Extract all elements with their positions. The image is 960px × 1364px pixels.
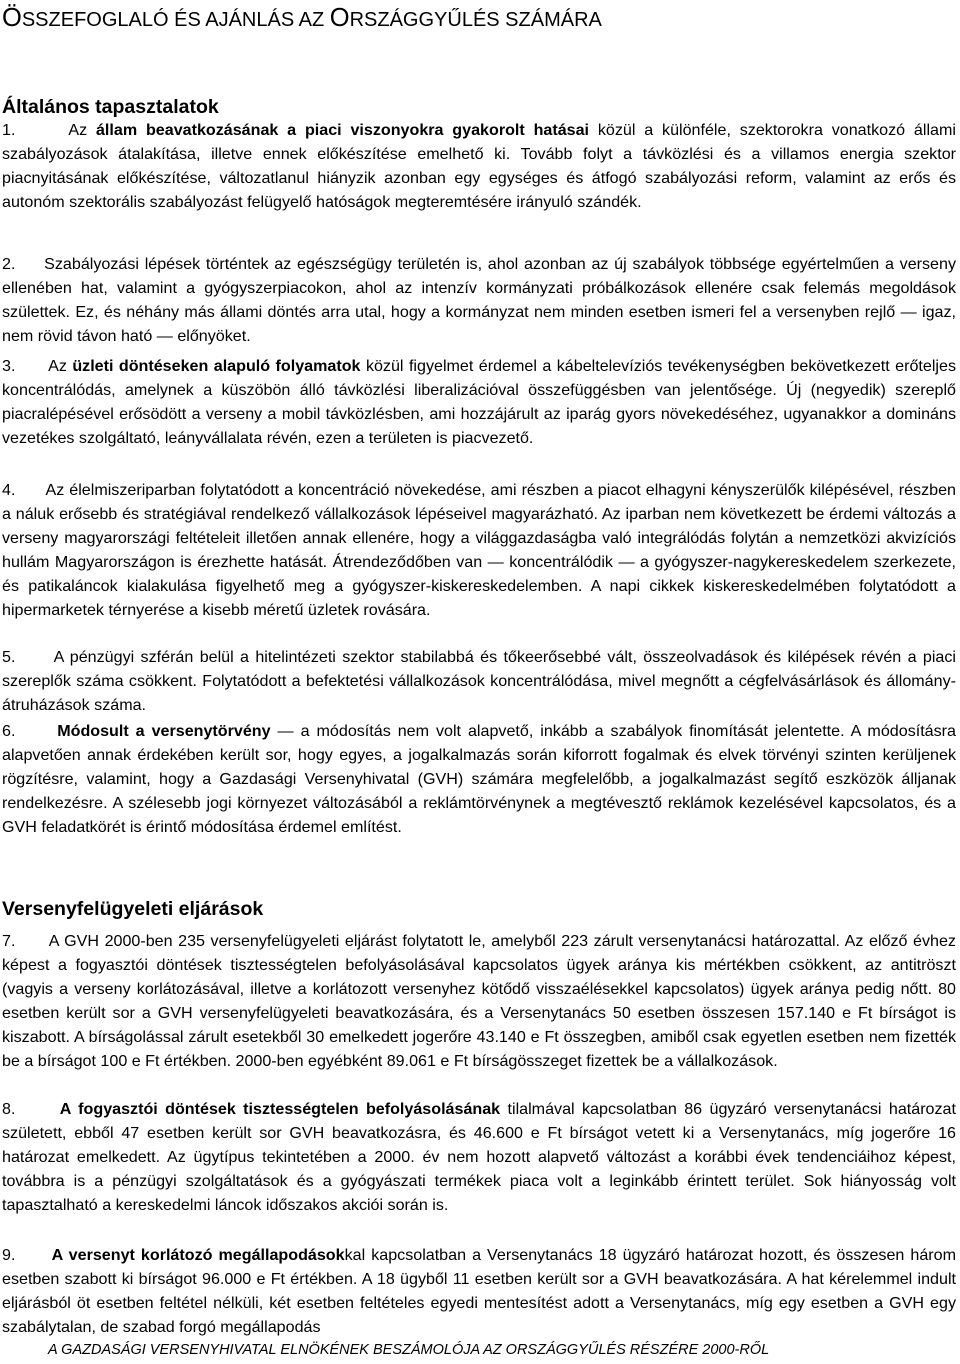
- paragraph-number: 2.: [2, 255, 16, 273]
- paragraph-bold-text: üzleti döntéseken alapuló folyamatok: [72, 357, 361, 375]
- paragraph-number: 7.: [2, 932, 16, 950]
- paragraph-text: — a módosítás nem volt alapvető, inkább a szabályok finomítását jelentette. A módosításra alapvetően annak érdekében került sor, hogy egyes, a jogalkalmazás során kiforrott fogalmak és elvek törvényi szinten kerüljenek rögzítésre, valamint, hogy a Gazdasági Versenyhivatal (GVH) számára megfelelőbb, a jogalkalmazást segítő eszközök álljanak rendelkezésre. A szélesebb jogi környezet változásából a reklámtörvénynek a megtévesztő reklámok kezelésével kapcsolatos, és a GVH feladatkörét is érintő módosítása érdemel említést.: [2, 722, 956, 836]
- paragraph-7: [2, 930, 956, 1073]
- paragraph-bold-text: A versenyt korlátozó megállapodások: [51, 1246, 345, 1264]
- paragraph-text: tilalmával kapcsolatban 86 ügyzáró versenytanácsi határozat született, ebből 47 esetben került sor GVH beavatkozásra, és 46.600 e Ft bírságot vetett ki a Versenytanács, míg jogerőre 16 határozat emelkedett. Az ügytípus tekintetében a 2000. év nem hozott alapvető változást a korábbi évek tendenciáihoz képest, továbbra is a pénzügyi szolgáltatások és a gyógyászati termékek piaca volt a leginkább érintett terület. Sok hiányosság volt tapasztalható a kereskedelmi láncok időszakos akciói során is.: [2, 1100, 956, 1214]
- paragraph-4: [2, 479, 956, 622]
- paragraph-bold-text: A fogyasztói döntések tisztességtelen befolyásolásának: [59, 1100, 501, 1118]
- paragraph-text: közül figyelmet érdemel a kábeltelevíziós tevékenységben bekövetkezett erőteljes koncentrálódás, amelynek a küszöbön álló távközlési liberalizációval összefüggésben van jelentősége. Új (negyedik) szereplő piacralépésével erősödött a verseny a mobil távközlésben, ami hozzájárult az iparág gyors növekedéséhez, ugyanakkor a domináns vezetékes szolgáltató, leányvállalata révén, ezen a területen is piacvezető.: [2, 357, 956, 447]
- paragraph-text: Az élelmiszeriparban folytatódott a koncentráció növekedése, ami részben a piacot elhagyni kényszerülők kilépésével, részben a náluk erősebb és stratégiával rendelkező vállalkozások lépéseivel magyarázható. Az iparban nem következett be érdemi változás a verseny magyarországi feltételeit illetően annak ellenére, hogy a világgazdaságba való integrálódás folytán a nemzetközi akvizíciós hullám Magyarországon is érezhette hatását. Átrendeződőben van — koncentrálódik — a gyógyszer-nagykereskedelem szerkezete, és patikaláncok kialakulása figyelhető meg a gyógyszer-kiskereskedelemben. A napi cikkek kiskereskedelmében folytatódott a hipermarketek térnyerése a kisebb méretű üzletek rovására.: [2, 481, 956, 619]
- paragraph-text: A GVH 2000-ben 235 versenyfelügyeleti eljárást folytatott le, amelyből 223 zárult versenytanácsi határozattal. Az előző évhez képest a fogyasztói döntések tisztességtelen befolyásolásával kapcsolatos ügyek aránya kis mértékben csökkent, az antitröszt (vagyis a verseny korlátozásával, illetve a korlátozott versenyhez kötődő visszaélésekkel kapcsolatos) ügyek aránya pedig nőtt. 80 esetben került sor a GVH versenyfelügyeleti beavatkozására, és a Versenytanács 50 esetben összesen 157.140 e Ft bírságot is kiszabott. A bírságolással zárult esetekből 30 emelkedett jogerőre 43.140 e Ft összegben, amiből csak egyetlen esetben nem fizették be a bírságot 100 e Ft értékben. 2000-ben egyébként 89.061 e Ft bírságösszeget fizettek be a vállalkozások.: [2, 932, 956, 1070]
- paragraph-text: Az: [48, 357, 73, 375]
- paragraph-text: közül a különféle, szektorokra vonatkozó állami szabályozások átalakítása, illetve ennek előkészítése emelhető ki. Tovább folyt a távközlési és a villamos energia szektor piacnyitásának előkészítése, változatlanul hiányzik azonban egy egységes és átfogó szabályozási reform, valamint az erős és autonóm szektorális szabályozást felügyelő hatóságok megteremtésére irányuló szándék.: [2, 121, 956, 211]
- paragraph-8: [2, 1098, 956, 1218]
- paragraph-number: 8.: [2, 1100, 16, 1118]
- title-part-2: RSZÁGGYŰLÉS SZÁMÁRA: [349, 9, 602, 31]
- title-initial-2: O: [329, 4, 350, 32]
- paragraph-5: [2, 646, 956, 718]
- page-title: [2, 3, 602, 35]
- paragraph-number: 9.: [2, 1246, 16, 1264]
- paragraph-text: A pénzügyi szférán belül a hitelintézeti szektor stabilabbá és tőkeerősebbé vált, összeolvadások és kilépések révén a piaci szereplők száma csökkent. Folytatódott a befektetési vállalkozások koncentrálódása, mivel megnőtt a cégfelvásárlások és állomány-átruházások száma.: [2, 648, 956, 714]
- paragraph-9: [2, 1244, 956, 1340]
- paragraph-bold-text: Módosult a versenytörvény: [57, 722, 271, 740]
- section-heading-general: Általános tapasztalatok: [2, 96, 219, 118]
- title-part-1: SSZEFOGLALÓ ÉS AJÁNLÁS AZ: [21, 9, 330, 31]
- paragraph-1: [2, 119, 956, 215]
- paragraph-number: 6.: [2, 722, 16, 740]
- paragraph-text: kal kapcsolatban a Versenytanács 18 ügyzáró határozat hozott, és összesen három esetben szabott ki bírságot 96.000 e Ft értékben. A 18 ügyből 11 esetben került sor a GVH beavatkozására. A hat kérelemmel indult eljárásból öt esetben feltétel nélküli, két esetben feltételes egyedi mentesítést adott a Versenytanács, míg egy esetben a GVH egy szabálytalan, de szabad forgó megállapodás: [2, 1246, 956, 1336]
- paragraph-text: Az: [68, 121, 96, 139]
- paragraph-3: [2, 355, 956, 451]
- paragraph-number: 3.: [2, 357, 16, 375]
- paragraph-number: 1.: [2, 121, 16, 139]
- section-heading-proceedings: Versenyfelügyeleti eljárások: [2, 898, 264, 920]
- paragraph-number: 4.: [2, 481, 16, 499]
- title-initial-1: Ö: [2, 4, 22, 32]
- paragraph-2: [2, 253, 956, 349]
- paragraph-text: Szabályozási lépések történtek az egészségügy területén is, ahol azonban az új szabályok többsége egyértelműen a verseny ellenében hat, valamint a gyógyszerpiacokon, ahol az intenzív kormányzati próbálkozások ellenére csak felemás megoldások születtek. Ez, és néhány más állami döntés arra utal, hogy a kormányzat nem minden esetben ismeri fel a versenyben rejlő — igaz, nem rövid távon ható — előnyöket.: [2, 255, 957, 345]
- page-footer: A GAZDASÁGI VERSENYHIVATAL ELNÖKÉNEK BESZÁMOLÓJA AZ ORSZÁGGYŰLÉS RÉSZÉRE 2000-RŐL: [48, 1342, 770, 1358]
- paragraph-number: 5.: [2, 648, 16, 666]
- paragraph-bold-text: állam beavatkozásának a piaci viszonyokra gyakorolt hatásai: [95, 121, 590, 139]
- paragraph-6: [2, 720, 956, 840]
